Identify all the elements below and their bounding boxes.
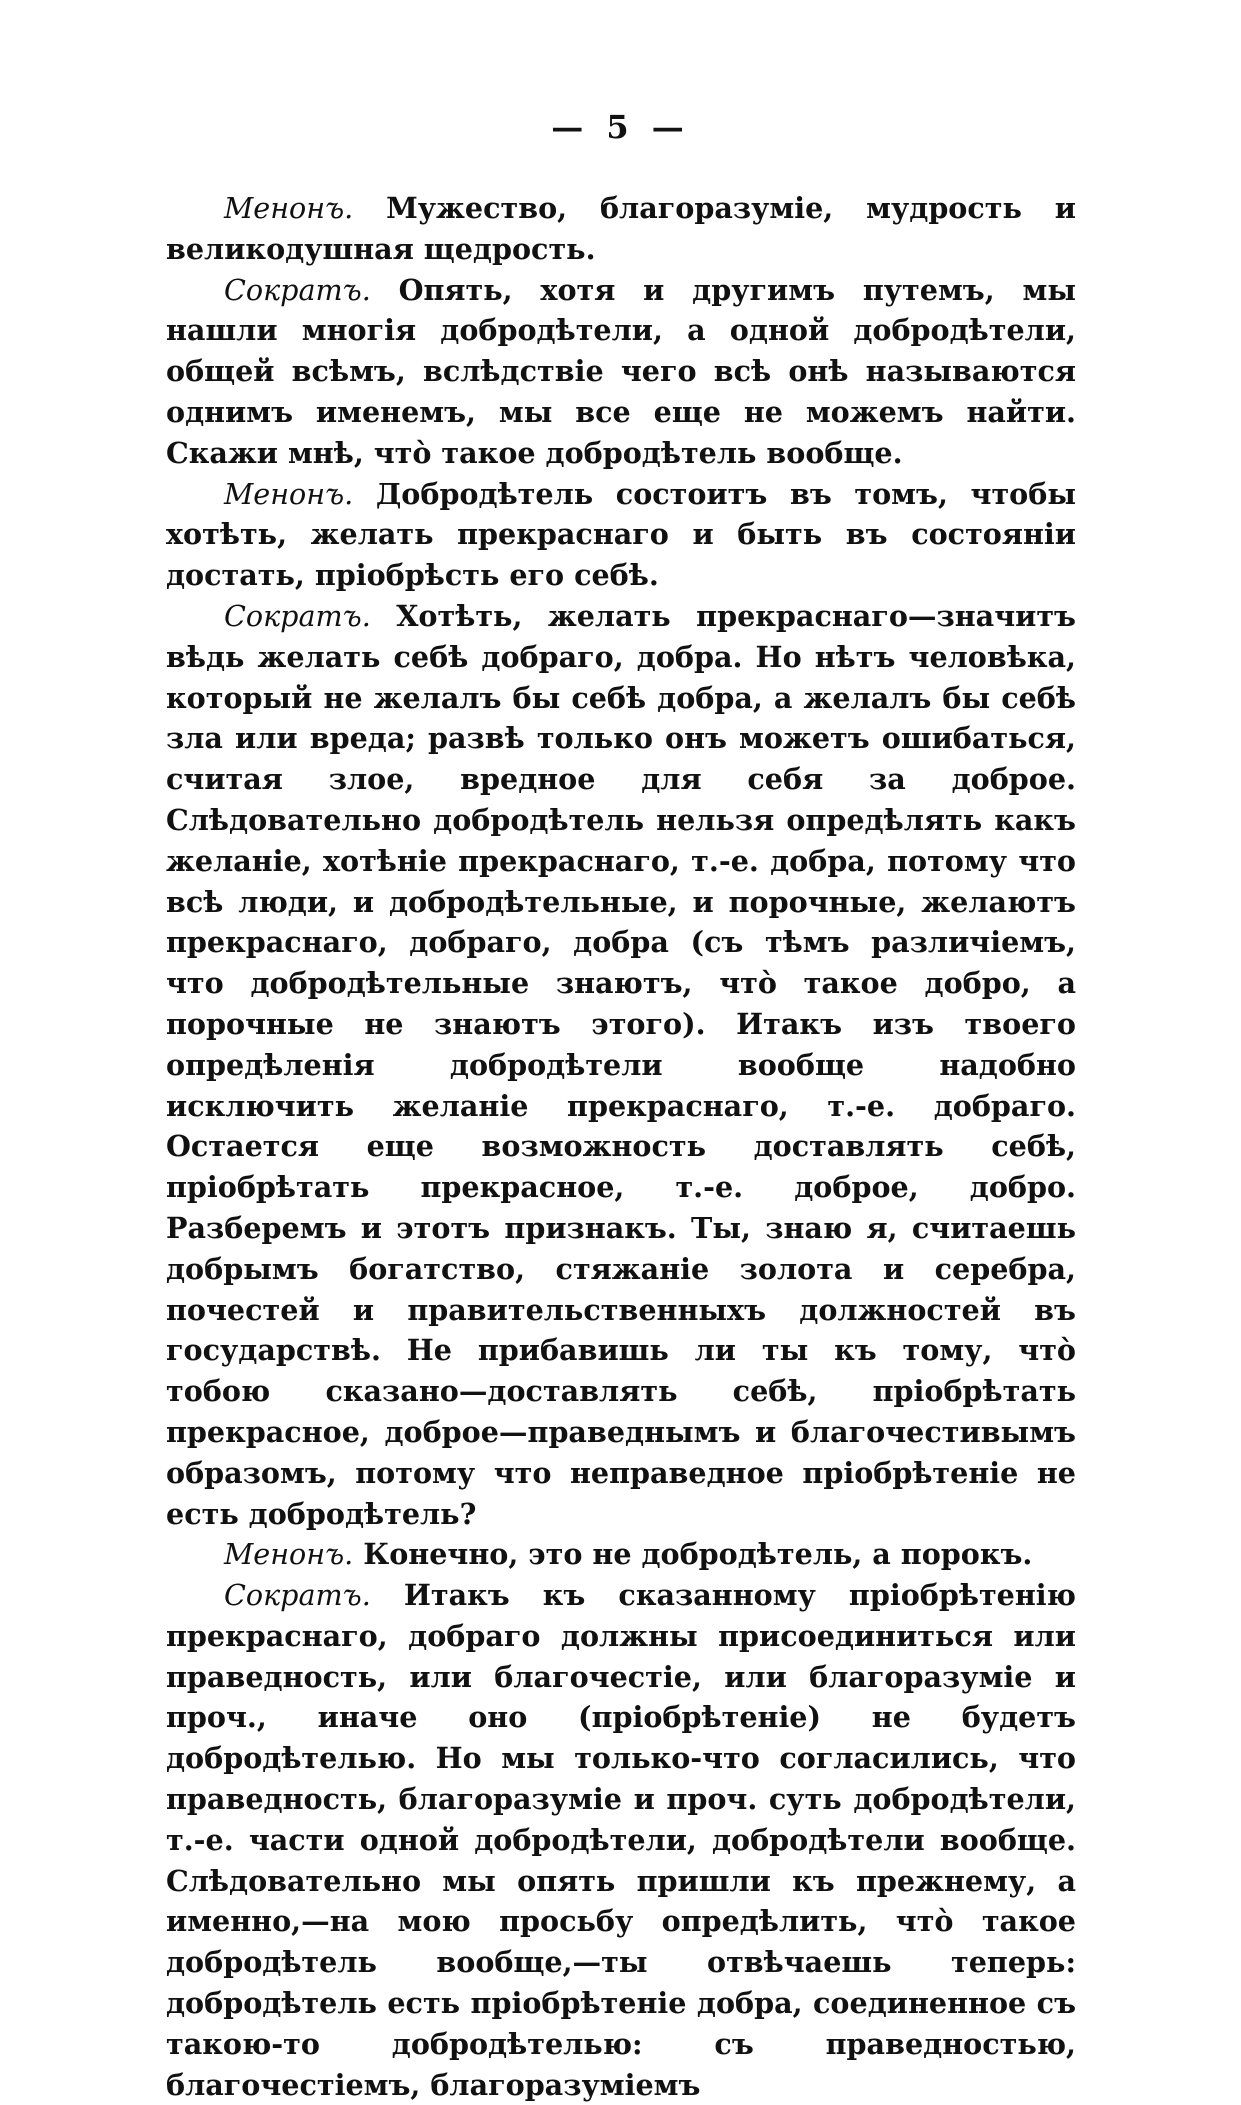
speaker-name: Сократъ. xyxy=(224,272,371,307)
speaker-name: Сократъ. xyxy=(224,1578,371,1613)
dialogue-paragraph xyxy=(166,474,1076,596)
paragraph-text: Хотѣть, желать прекраснаго—значитъ вѣдь желать себѣ добраго, добра. Но нѣтъ человѣка, который не желалъ бы себѣ добра, а желалъ бы себѣ зла или вреда; развѣ только онъ можетъ ошибаться, считая злое, вредное для себя за доброе. Слѣдовательно добродѣтель нельзя опредѣлять какъ желаніе, хотѣніе прекраснаго, т.-е. добра, потому что всѣ люди, и добродѣтельные, и порочные, желаютъ прекраснаго, добраго, добра (съ тѣмъ различіемъ, что добродѣтельные знаютъ, что̀ такое добро, а порочные не знаютъ этого). Итакъ изъ твоего опредѣленія добродѣтели вообще надобно исключить желаніе прекраснаго, т.-е. добраго. Остается еще возможность доставлять себѣ, пріобрѣтать прекрасное, т.-е. доброе, добро. Разберемъ и этотъ признакъ. Ты, знаю я, считаешь добрымъ богатство, стяжаніе золота и серебра, почестей и правительственныхъ должностей въ государствѣ. Не прибавишь ли ты къ тому, что̀ тобою сказано—доставлять себѣ, пріобрѣтать прекрасное, доброе—праведнымъ и благочестивымъ образомъ, потому что неправедное пріобрѣтеніе не есть добродѣтель? xyxy=(166,598,1076,1531)
paragraph-text: Добродѣтель состоитъ въ томъ, чтобы хотѣть, желать прекраснаго и быть въ состояніи достать, пріобрѣсть его себѣ. xyxy=(166,476,1076,593)
page-body xyxy=(166,188,1076,2105)
dialogue-paragraph xyxy=(166,188,1076,270)
dialogue-paragraph xyxy=(166,1575,1076,2105)
paragraph-text: Итакъ къ сказанному пріобрѣтенію прекраснаго, добраго должны присоединиться или праведность, или благочестіе, или благоразуміе и проч., иначе оно (пріобрѣтеніе) не будетъ добродѣтелью. Но мы только-что согласились, что праведность, благоразуміе и проч. суть добродѣтели, т.-е. части одной добродѣтели, добродѣтели вообще. Слѣдовательно мы опять пришли къ прежнему, а именно,—на мою просьбу опредѣлить, что̀ такое добродѣтель вообще,—ты отвѣчаешь теперь: добродѣтель есть пріобрѣтеніе добра, соединенное съ такою-то добродѣтелью: съ праведностью, благочестіемъ, благоразуміемъ xyxy=(166,1578,1076,2102)
speaker-name: Менонъ. xyxy=(224,1537,354,1572)
page-number: — 5 — xyxy=(551,108,690,146)
paragraph-text: Мужество, благоразуміе, мудрость и великодушная щедрость. xyxy=(166,191,1076,266)
paragraph-text: Опять, хотя и другимъ путемъ, мы нашли многія добродѣтели, а одной добродѣтели, общей всѣмъ, вслѣдствіе чего всѣ онѣ называются однимъ именемъ, мы все еще не можемъ найти. Скажи мнѣ, что̀ такое добродѣтель вообще. xyxy=(166,272,1076,470)
dialogue-paragraph xyxy=(166,1534,1076,1575)
speaker-name: Менонъ. xyxy=(224,191,354,225)
paragraph-text: Конечно, это не добродѣтель, а порокъ. xyxy=(363,1537,1033,1572)
dialogue-paragraph xyxy=(166,270,1076,474)
dialogue-paragraph xyxy=(166,596,1076,1534)
speaker-name: Менонъ. xyxy=(224,476,354,511)
speaker-name: Сократъ. xyxy=(224,598,371,633)
